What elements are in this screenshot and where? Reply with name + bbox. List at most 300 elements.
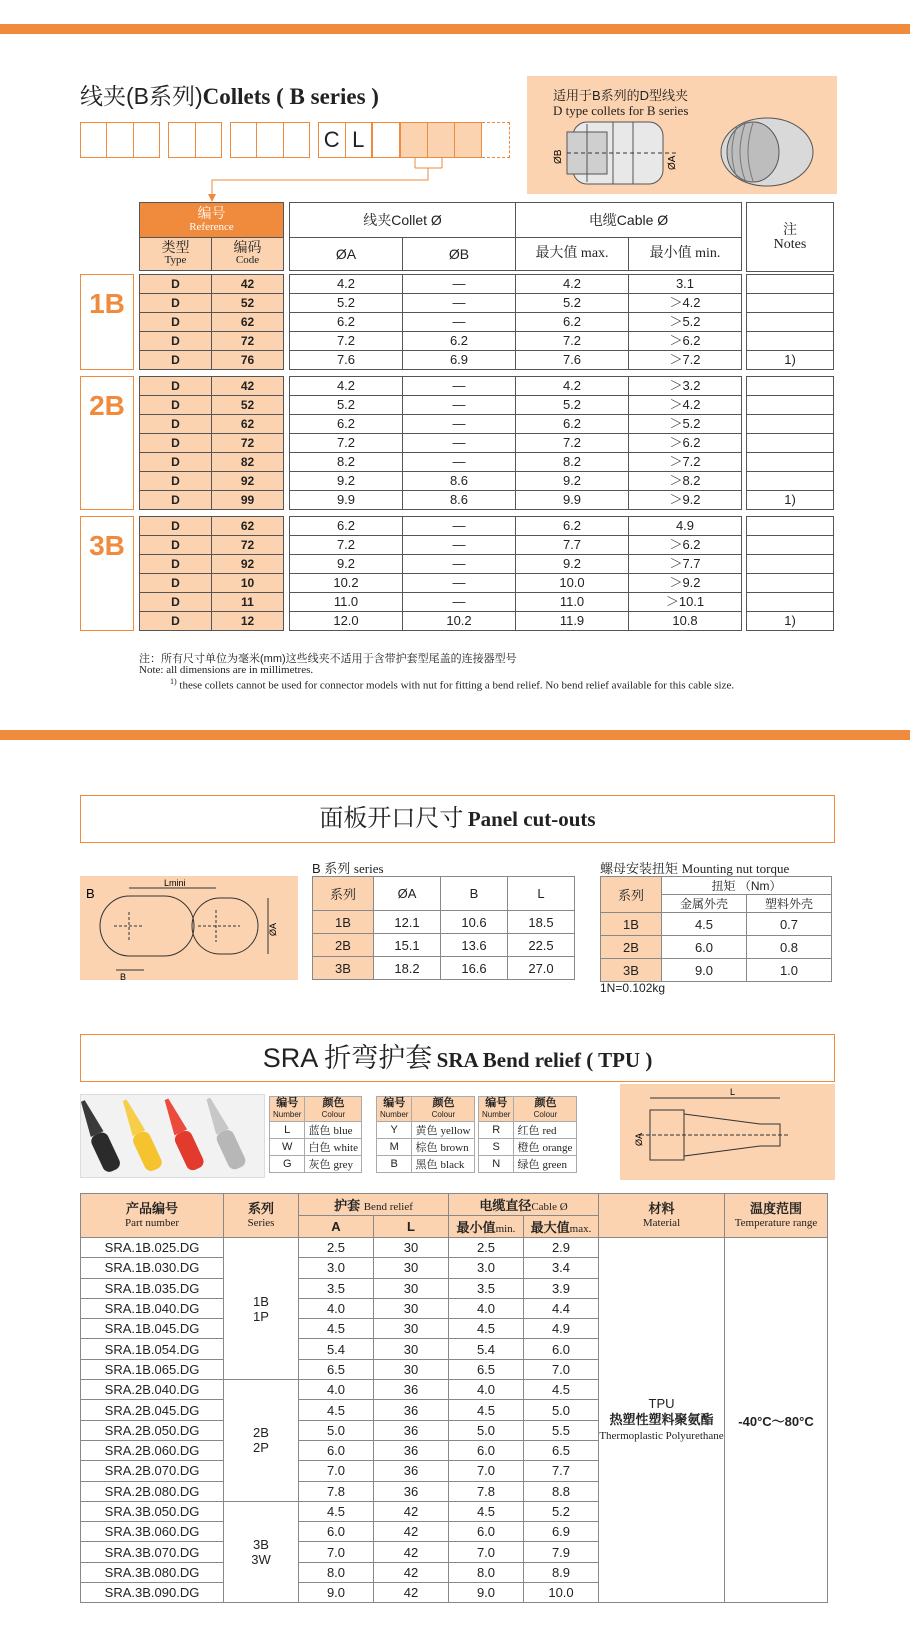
table-cell: ＞5.2 (629, 415, 742, 434)
table-cell: 4.0 (449, 1298, 524, 1318)
table-cell: ＞3.2 (629, 377, 742, 396)
table-cell: SRA.1B.040.DG (81, 1298, 224, 1318)
table-cell: D (140, 593, 212, 612)
table-row (81, 1238, 828, 1258)
table-row (140, 491, 284, 510)
table-cell: 11.0 (516, 593, 629, 612)
table-cell: ＞9.2 (629, 574, 742, 593)
table-cell: 8.9 (524, 1562, 599, 1582)
table-cell: — (403, 517, 516, 536)
table-cell: 3.5 (449, 1278, 524, 1298)
table-cell: 5.0 (524, 1400, 599, 1420)
table-cell: 4.2 (290, 377, 403, 396)
table-row (140, 396, 284, 415)
table-cell: ＞7.7 (629, 555, 742, 574)
table-cell: 10.0 (524, 1583, 599, 1603)
table-cell: 30 (374, 1339, 449, 1359)
table-cell: 4.2 (516, 377, 629, 396)
bend-relief-dimension-drawing (620, 1084, 835, 1180)
table-cell: 52 (212, 294, 284, 313)
table-cell (747, 294, 834, 313)
table-cell: ＞7.2 (629, 351, 742, 370)
table-cell: 8.0 (299, 1562, 374, 1582)
table-cell (747, 472, 834, 491)
table-cell: 36 (374, 1481, 449, 1501)
table-cell: ＞4.2 (629, 396, 742, 415)
torque-table-caption: 螺母安装扭矩 Mounting nut torque (600, 861, 790, 876)
svg-text:ØA: ØA (667, 155, 678, 170)
table-cell: 36 (374, 1420, 449, 1440)
collets-header-left: 编号 Reference 类型 Type 编码 Code (139, 202, 284, 271)
collet-table-block (139, 516, 284, 631)
table-cell: 7.0 (449, 1542, 524, 1562)
table-cell: 6.2 (516, 313, 629, 332)
table-cell: ＞8.2 (629, 472, 742, 491)
table-cell (747, 332, 834, 351)
table-cell: ＞6.2 (629, 434, 742, 453)
table-cell: ＞7.2 (629, 453, 742, 472)
table-cell: — (403, 593, 516, 612)
panel-cutout-diagram (80, 876, 298, 980)
table-cell: 11.9 (516, 612, 629, 631)
table-cell: 7.2 (290, 536, 403, 555)
torque-note: 1N=0.102kg (600, 981, 666, 995)
table-cell: 7.8 (299, 1481, 374, 1501)
table-cell: 7.2 (290, 434, 403, 453)
table-cell (747, 517, 834, 536)
table-cell: 42 (374, 1583, 449, 1603)
table-cell: 7.0 (524, 1359, 599, 1379)
collets-header-right: 线夹Collet Ø 电缆Cable Ø ØA ØB 最大值 max. 最小值 min. (289, 202, 742, 271)
table-cell: D (140, 517, 212, 536)
table-row (140, 574, 284, 593)
table-cell: 4.0 (299, 1298, 374, 1318)
collet-table-block (139, 376, 284, 510)
table-cell: SRA.2B.040.DG (81, 1380, 224, 1400)
table-cell: 4.9 (629, 517, 742, 536)
table-row (290, 434, 742, 453)
pn-block-dashed (482, 122, 510, 158)
table-row (290, 377, 742, 396)
table-cell (747, 574, 834, 593)
table-cell: 3.9 (524, 1278, 599, 1298)
table-row (140, 313, 284, 332)
table-cell: 6.9 (524, 1522, 599, 1542)
table-cell: 7.7 (524, 1461, 599, 1481)
d-type-caption-en: D type collets for B series (553, 103, 689, 118)
table-row (140, 536, 284, 555)
top-divider (0, 24, 910, 34)
collets-title-cn: 线夹(B系列) (80, 83, 203, 109)
table-row (290, 472, 742, 491)
table-cell: — (403, 415, 516, 434)
table-cell: 6.0 (299, 1440, 374, 1460)
table-cell: 5.2 (516, 294, 629, 313)
series-table: 系列 ØA B L 1B 12.1 10.6 18.5 2B 15.1 13.6 22.5 3B 18.2 16.6 27.0 (312, 876, 575, 980)
table-cell: SRA.3B.060.DG (81, 1522, 224, 1542)
table-cell: 36 (374, 1440, 449, 1460)
table-cell: 5.2 (290, 294, 403, 313)
collet-table-block (746, 274, 834, 370)
table-row (140, 472, 284, 491)
table-row (747, 612, 834, 631)
table-cell: 7.6 (516, 351, 629, 370)
collets-header-notes: 注 Notes (746, 202, 834, 272)
table-cell: SRA.2B.050.DG (81, 1420, 224, 1440)
table-cell: 36 (374, 1461, 449, 1481)
table-cell: 11 (212, 593, 284, 612)
panel-cutouts-title (80, 795, 835, 843)
table-cell: SRA.2B.060.DG (81, 1440, 224, 1460)
table-cell: ＞10.1 (629, 593, 742, 612)
table-cell: 4.2 (516, 275, 629, 294)
table-cell: — (403, 434, 516, 453)
table-cell: 42 (374, 1562, 449, 1582)
table-row (747, 536, 834, 555)
table-cell: 8.6 (403, 491, 516, 510)
table-cell: 3.0 (299, 1258, 374, 1278)
table-cell: 5.2 (290, 396, 403, 415)
table-cell: 3.0 (449, 1258, 524, 1278)
table-cell: 4.5 (299, 1400, 374, 1420)
table-cell: D (140, 472, 212, 491)
table-row (290, 612, 742, 631)
pn-block-2 (168, 122, 222, 158)
table-cell: D (140, 434, 212, 453)
table-cell: 9.0 (299, 1583, 374, 1603)
sra-title-cn: SRA 折弯护套 (262, 1043, 433, 1073)
table-cell (747, 415, 834, 434)
table-cell: 6.5 (524, 1440, 599, 1460)
table-row (140, 593, 284, 612)
table-cell: D (140, 491, 212, 510)
table-cell: 62 (212, 517, 284, 536)
table-row (140, 517, 284, 536)
table-cell: 12 (212, 612, 284, 631)
panel-title-en: Panel cut-outs (467, 807, 596, 831)
table-cell: 7.0 (449, 1461, 524, 1481)
table-cell: 76 (212, 351, 284, 370)
table-cell: 8.2 (516, 453, 629, 472)
table-cell: 10.0 (516, 574, 629, 593)
table-cell: 3.4 (524, 1258, 599, 1278)
table-cell: 8.0 (449, 1562, 524, 1582)
table-cell: 62 (212, 313, 284, 332)
collet-table-block (289, 274, 742, 370)
collets-title-en: Collets ( B series ) (202, 84, 379, 109)
table-cell: SRA.3B.070.DG (81, 1542, 224, 1562)
table-row (290, 275, 742, 294)
table-cell: 6.5 (449, 1359, 524, 1379)
table-row (140, 612, 284, 631)
table-cell: 4.0 (299, 1380, 374, 1400)
table-cell: D (140, 396, 212, 415)
table-row (290, 396, 742, 415)
table-cell: D (140, 332, 212, 351)
table-row (747, 453, 834, 472)
table-cell: 8.6 (403, 472, 516, 491)
collets-title (80, 78, 379, 111)
table-cell (747, 453, 834, 472)
table-cell: 30 (374, 1238, 449, 1258)
collet-illustration (553, 112, 827, 192)
table-row (290, 574, 742, 593)
table-row (140, 275, 284, 294)
table-cell: 30 (374, 1258, 449, 1278)
table-cell: 9.2 (290, 555, 403, 574)
table-cell: 7.0 (299, 1542, 374, 1562)
table-cell: 10 (212, 574, 284, 593)
table-cell: D (140, 313, 212, 332)
table-cell: 9.0 (449, 1583, 524, 1603)
table-cell: — (403, 313, 516, 332)
table-cell: 2.5 (449, 1238, 524, 1258)
table-cell: 6.0 (524, 1339, 599, 1359)
table-cell: 99 (212, 491, 284, 510)
table-cell: 4.2 (290, 275, 403, 294)
table-cell: — (403, 555, 516, 574)
table-cell: 10.8 (629, 612, 742, 631)
table-cell: 4.5 (449, 1400, 524, 1420)
table-row (140, 377, 284, 396)
table-cell: 9.2 (290, 472, 403, 491)
table-cell: 8.2 (290, 453, 403, 472)
table-row (290, 517, 742, 536)
table-cell: ＞9.2 (629, 491, 742, 510)
pn-block-3 (230, 122, 310, 158)
table-cell: 7.2 (290, 332, 403, 351)
table-row (290, 491, 742, 510)
table-cell: 5.0 (299, 1420, 374, 1440)
table-row (290, 313, 742, 332)
table-cell: 4.5 (299, 1319, 374, 1339)
bend-relief-photo (80, 1094, 265, 1178)
table-cell: 30 (374, 1319, 449, 1339)
table-cell: 10.2 (403, 612, 516, 631)
table-cell (747, 377, 834, 396)
pn-block-1 (80, 122, 160, 158)
table-cell: 6.9 (403, 351, 516, 370)
table-cell: 6.2 (290, 415, 403, 434)
table-cell: — (403, 574, 516, 593)
collet-table-block (289, 376, 742, 510)
collet-table-block (746, 376, 834, 510)
table-cell (747, 593, 834, 612)
table-cell: ＞4.2 (629, 294, 742, 313)
colour-key-3: 编号 Number 颜色 Colour R 红色 red S 橙色 orange N 绿色 green (478, 1096, 577, 1173)
table-cell: SRA.1B.030.DG (81, 1258, 224, 1278)
table-row (140, 434, 284, 453)
series-group-cell: 1B 1P (224, 1238, 299, 1380)
table-row (290, 555, 742, 574)
table-cell (747, 536, 834, 555)
table-cell: 4.5 (524, 1380, 599, 1400)
svg-text:L: L (730, 1087, 736, 1097)
colour-key-2: 编号 Number 颜色 Colour Y 黄色 yellow M 棕色 brown B 黑色 black (376, 1096, 475, 1173)
table-cell: 6.2 (290, 517, 403, 536)
table-cell: 9.2 (516, 472, 629, 491)
table-row (747, 415, 834, 434)
svg-text:ØA: ØA (268, 922, 278, 936)
table-cell: 1) (747, 491, 834, 510)
table-cell: 5.4 (299, 1339, 374, 1359)
svg-text:ØB: ØB (553, 149, 564, 164)
table-cell: 52 (212, 396, 284, 415)
table-cell: SRA.3B.080.DG (81, 1562, 224, 1582)
table-cell: — (403, 453, 516, 472)
table-cell: 42 (374, 1522, 449, 1542)
table-cell (747, 396, 834, 415)
table-cell: 42 (374, 1501, 449, 1521)
colour-key-1: 编号 Number 颜色 Colour L 蓝色 blue W 白色 white G 灰色 grey (269, 1096, 362, 1173)
table-cell: 6.5 (299, 1359, 374, 1379)
table-row (290, 536, 742, 555)
table-cell (747, 555, 834, 574)
table-cell: 5.4 (449, 1339, 524, 1359)
collets-note-en-1: Note: all dimensions are in millimetres. (139, 664, 314, 676)
table-cell: 92 (212, 555, 284, 574)
table-cell: SRA.1B.054.DG (81, 1339, 224, 1359)
series-group-cell: 3B 3W (224, 1501, 299, 1602)
table-cell: 11.0 (290, 593, 403, 612)
d-type-caption-cn: 适用于B系列的D型线夹 (553, 88, 689, 103)
collets-note-cn: 注：所有尺寸单位为毫米(mm)这些线夹不适用于含带护套型尾盖的连接器型号 (139, 653, 517, 665)
table-cell: D (140, 294, 212, 313)
table-cell: 42 (212, 377, 284, 396)
table-cell: 82 (212, 453, 284, 472)
table-cell: 7.9 (524, 1542, 599, 1562)
table-cell: 6.2 (516, 415, 629, 434)
table-row (290, 593, 742, 612)
table-cell: D (140, 377, 212, 396)
table-cell: — (403, 536, 516, 555)
collet-group-label: 3B (80, 516, 134, 631)
table-cell: SRA.1B.035.DG (81, 1278, 224, 1298)
pn-block-cl: C L (318, 122, 372, 158)
table-cell: SRA.2B.070.DG (81, 1461, 224, 1481)
table-cell: 6.2 (516, 517, 629, 536)
torque-table: 系列 扭矩 （Nm） 金属外壳 塑料外壳 1B 4.5 0.7 2B 6.0 0.8 3B 9.0 1.0 (600, 876, 832, 982)
table-cell: 4.4 (524, 1298, 599, 1318)
table-row (290, 294, 742, 313)
table-cell: 1) (747, 351, 834, 370)
pn-block-code (400, 122, 482, 158)
table-row (747, 593, 834, 612)
table-row (290, 415, 742, 434)
table-cell (747, 275, 834, 294)
table-row (747, 434, 834, 453)
table-cell: D (140, 574, 212, 593)
table-cell: 30 (374, 1278, 449, 1298)
table-cell: 5.2 (524, 1501, 599, 1521)
table-row (290, 332, 742, 351)
table-cell: 92 (212, 472, 284, 491)
table-cell: D (140, 351, 212, 370)
table-row (747, 396, 834, 415)
sra-table: 产品编号 Part number 系列 Series 护套 Bend relief 电缆直径Cable Ø 材料 Material 温度范围 Temperature range A L 最小值min. 最大值max. SRA.1B.025.DG 1B 1P 2.5 30 2.5 2.9 TPU 热塑性塑料聚氨酯 Thermoplastic Polyurethane -40°C～80°C SRA.1B.030.DG 3.0 30 3.0 3.4 SRA.1B.035.DG 3.5 30 3.5 3.9 SRA.1B.040.DG 4.0 30 4.0 4.4 SRA.1B.045.DG 4.5 30 4.5 4.9 SRA.1B.054.DG 5.4 30 5.4 6.0 SRA.1B.065.DG 6.5 30 6.5 7.0 SRA.2B.040.DG 2B 2P 4.0 36 4.0 4.5 SRA.2B.045.DG 4.5 36 4.5 5.0 SRA.2B.050.DG 5.0 36 5.0 5.5 SRA.2B.060.DG 6.0 36 6.0 6.5 SRA.2B.070.DG 7.0 36 7.0 7.7 SRA.2B.080.DG 7.8 36 7.8 8.8 SRA.3B.050.DG 3B 3W 4.5 42 4.5 5.2 SRA.3B.060.DG 6.0 42 6.0 6.9 SRA.3B.070.DG 7.0 42 7.0 7.9 SRA.3B.080.DG 8.0 42 8.0 8.9 SRA.3B.090.DG 9.0 42 9.0 10.0 (80, 1193, 828, 1603)
table-cell: 4.9 (524, 1319, 599, 1339)
svg-text:Lmini: Lmini (164, 878, 186, 888)
pn-block-4 (372, 122, 400, 158)
table-cell: 7.6 (290, 351, 403, 370)
table-cell: SRA.1B.065.DG (81, 1359, 224, 1379)
table-cell: 6.2 (403, 332, 516, 351)
table-cell: 72 (212, 536, 284, 555)
table-cell: — (403, 275, 516, 294)
table-cell: D (140, 415, 212, 434)
table-row (747, 491, 834, 510)
pn-pointer-lines (200, 158, 480, 202)
table-row (290, 351, 742, 370)
table-row (747, 294, 834, 313)
table-cell: 2.9 (524, 1238, 599, 1258)
table-cell: 3.5 (299, 1278, 374, 1298)
table-cell: 3.1 (629, 275, 742, 294)
table-cell: 9.2 (516, 555, 629, 574)
table-cell: 72 (212, 434, 284, 453)
table-cell: 9.9 (290, 491, 403, 510)
table-cell: SRA.2B.045.DG (81, 1400, 224, 1420)
table-cell: 30 (374, 1298, 449, 1318)
table-cell: 7.2 (516, 434, 629, 453)
table-cell: 6.2 (290, 313, 403, 332)
series-table-caption: B 系列 series (312, 861, 384, 876)
table-row (140, 294, 284, 313)
table-cell: 42 (374, 1542, 449, 1562)
sra-title-en: SRA Bend relief ( TPU ) (436, 1048, 653, 1072)
table-cell: D (140, 536, 212, 555)
table-cell: D (140, 453, 212, 472)
table-cell: 4.5 (449, 1501, 524, 1521)
table-row (140, 555, 284, 574)
table-cell: 72 (212, 332, 284, 351)
table-row (747, 275, 834, 294)
table-cell: — (403, 294, 516, 313)
section-divider (0, 730, 910, 740)
table-cell: 62 (212, 415, 284, 434)
svg-text:B: B (86, 886, 95, 901)
table-row (747, 351, 834, 370)
table-cell: 4.5 (449, 1319, 524, 1339)
table-cell: 5.0 (449, 1420, 524, 1440)
table-cell: 6.0 (449, 1522, 524, 1542)
table-row (140, 453, 284, 472)
table-cell: ＞6.2 (629, 332, 742, 351)
table-cell: 36 (374, 1400, 449, 1420)
table-cell: 7.2 (516, 332, 629, 351)
material-cell: TPU 热塑性塑料聚氨酯 Thermoplastic Polyurethane (599, 1238, 725, 1603)
table-row (747, 472, 834, 491)
table-cell: 30 (374, 1359, 449, 1379)
table-cell: 6.0 (299, 1522, 374, 1542)
table-cell: — (403, 377, 516, 396)
collet-table-block (746, 516, 834, 631)
table-row (290, 453, 742, 472)
table-cell: 7.0 (299, 1461, 374, 1481)
table-cell: 10.2 (290, 574, 403, 593)
temperature-cell: -40°C～80°C (725, 1238, 828, 1603)
table-cell: 36 (374, 1380, 449, 1400)
table-row (747, 517, 834, 536)
svg-text:B: B (120, 972, 127, 982)
table-row (747, 574, 834, 593)
table-cell: SRA.1B.045.DG (81, 1319, 224, 1339)
series-group-cell: 2B 2P (224, 1380, 299, 1502)
table-cell: ＞5.2 (629, 313, 742, 332)
table-cell: 6.0 (449, 1440, 524, 1460)
table-cell (747, 434, 834, 453)
table-row (140, 415, 284, 434)
